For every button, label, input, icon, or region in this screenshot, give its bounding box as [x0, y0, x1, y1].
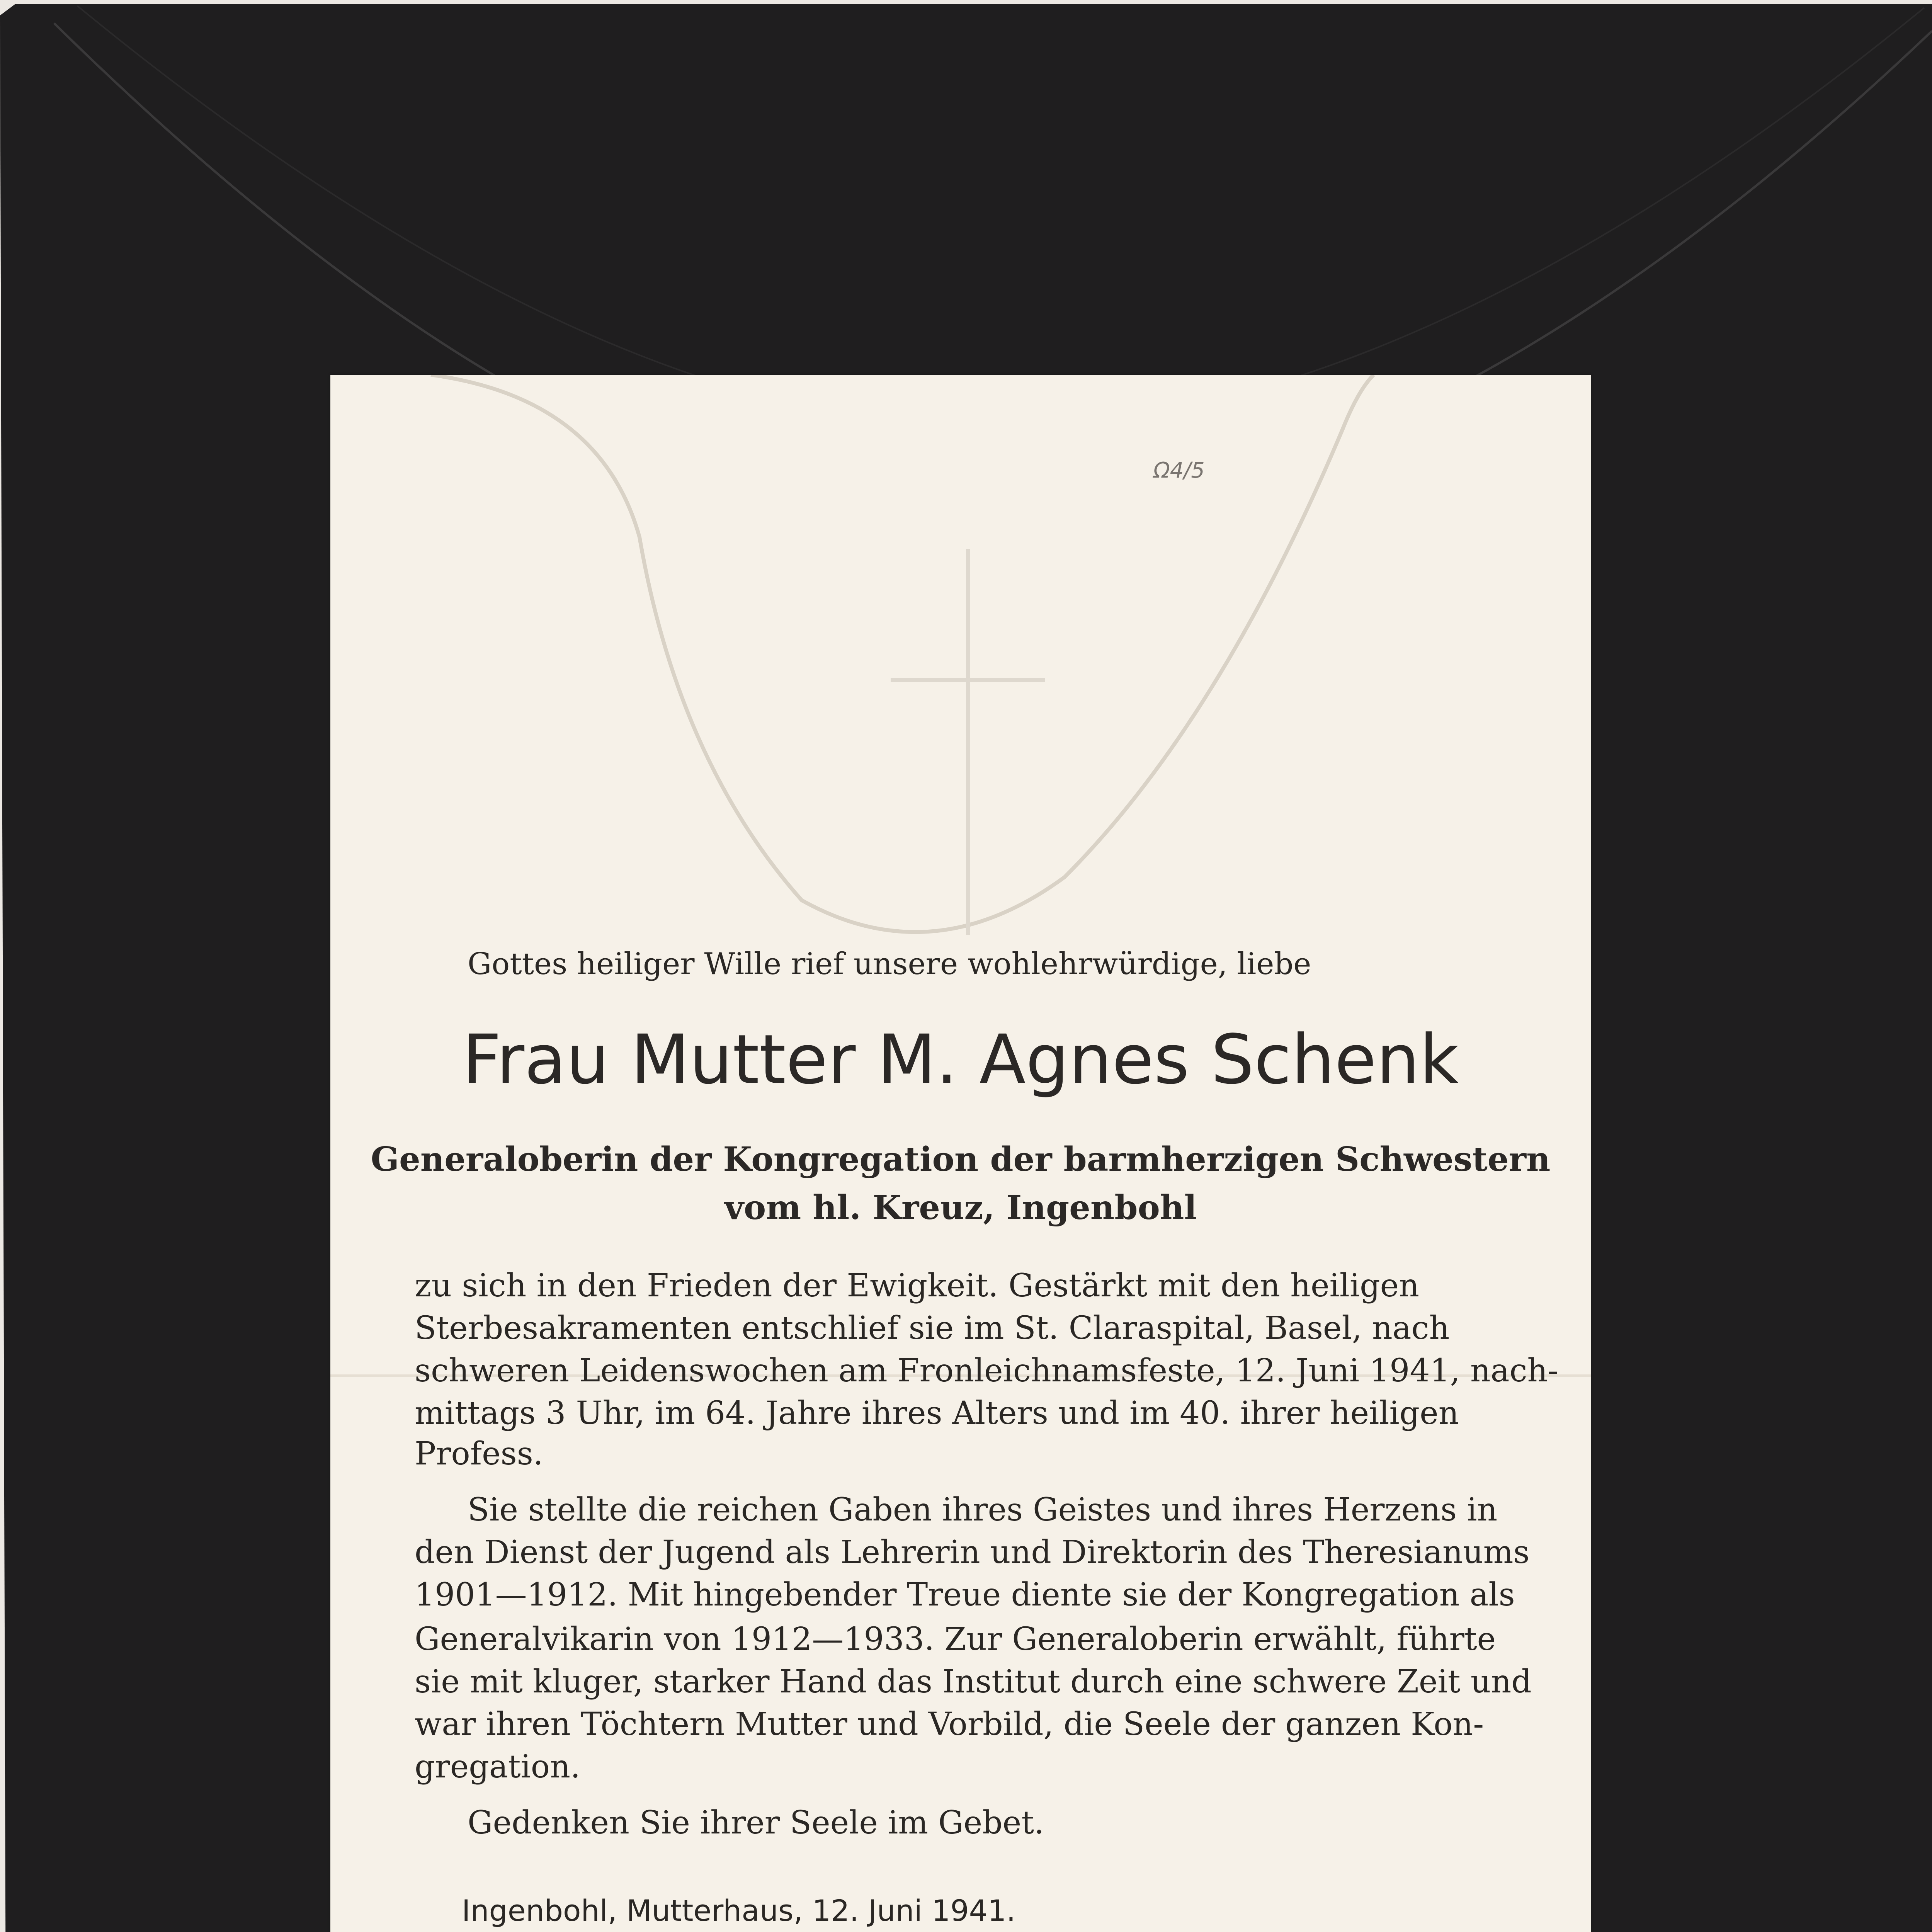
paragraph2-line: Sie stellte die reichen Gaben ihres Geistes und ihres Herzens in: [468, 1492, 1498, 1528]
paragraph1-line: Sterbesakramenten entschlief sie im St. Claraspital, Basel, nach: [415, 1310, 1450, 1347]
paragraph2-line: den Dienst der Jugend als Lehrerin und Direktorin des Theresianums: [415, 1534, 1530, 1571]
paragraph1-line: zu sich in den Frieden der Ewigkeit. Gestärkt mit den heiligen: [415, 1267, 1419, 1304]
paragraph2-line: Generalvikarin von 1912—1933. Zur Generaloberin erwählt, führte: [415, 1621, 1496, 1658]
paragraph1-line: mittags 3 Uhr, im 64. Jahre ihres Alters und im 40. ihrer heiligen: [415, 1395, 1459, 1432]
title-line-2: vom hl. Kreuz, Ingenbohl: [724, 1188, 1197, 1227]
paragraph2-line: gregation.: [415, 1748, 581, 1785]
paragraph1-line: schweren Leidenswochen am Fronleichnamsfeste, 12. Juni 1941, nach-: [415, 1352, 1558, 1389]
place-and-date: Ingenbohl, Mutterhaus, 12. Juni 1941.: [462, 1893, 1016, 1928]
paragraph2-line: sie mit kluger, starker Hand das Institut durch eine schwere Zeit und: [415, 1663, 1532, 1700]
deceased-name-heading: Frau Mutter M. Agnes Schenk: [462, 1020, 1459, 1099]
pencil-annotation: Ω4/5: [1153, 458, 1205, 483]
title-line-1: Generaloberin der Kongregation der barmherzigen Schwestern: [371, 1140, 1551, 1179]
intro-line: Gottes heiliger Wille rief unsere wohlehrwürdige, liebe: [468, 947, 1311, 981]
mourning-card: [330, 375, 1591, 1932]
paragraph2-line: 1901—1912. Mit hingebender Treue diente sie der Kongregation als: [415, 1577, 1515, 1613]
paragraph1-line: Profess.: [415, 1435, 543, 1472]
prayer-request: Gedenken Sie ihrer Seele im Gebet.: [468, 1804, 1044, 1841]
paragraph2-line: war ihren Töchtern Mutter und Vorbild, die Seele der ganzen Kon-: [415, 1706, 1484, 1743]
